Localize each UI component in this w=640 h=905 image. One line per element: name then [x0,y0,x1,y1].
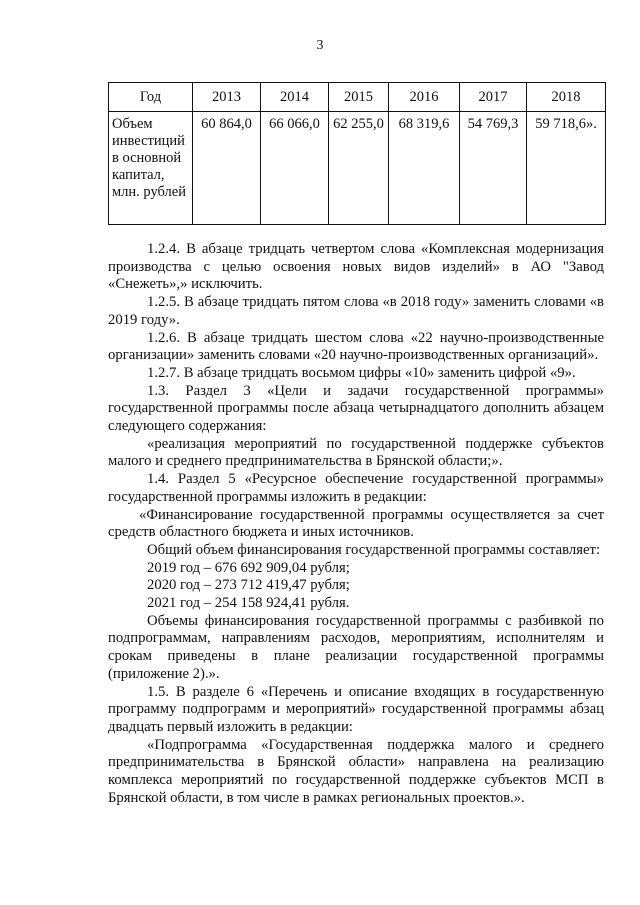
paragraph-1-2-7: 1.2.7. В абзаце тридцать восьмом цифры «10» заменить цифрой «9». [147,364,576,381]
cell-2015: 62 255,0 [329,112,389,225]
header-2018: 2018 [527,83,606,112]
cell-2014: 66 066,0 [261,112,329,225]
cell-2017: 54 769,3 [460,112,527,225]
header-2013: 2013 [193,83,261,112]
paragraph-quote-1-3: «реализация мероприятий по государственной поддержке субъектов малого и среднего предпринимательства в Брянской области;». [108,435,604,470]
paragraph-1-2-4: 1.2.4. В абзаце тридцать четвертом слова «Комплексная модернизация производства с целью освоения новых видов изделий» в АО "Завод «Снежеть»,» исключить. [108,241,604,293]
cell-2013: 60 864,0 [193,112,261,225]
paragraph-volumes-breakdown: Объемы финансирования государственной программы с разбивкой по подпрограммам, направлениям расходов, мероприятиям, исполнителям и срокам приведены в плане реализации государственной программы (приложение 2).». [108,612,604,682]
paragraph-1-2-5: 1.2.5. В абзаце тридцать пятом слова «в 2018 году» заменить словами «в 2019 году». [108,294,604,328]
paragraph-1-3: 1.3. Раздел 3 «Цели и задачи государственной программы» государственной программы после абзаца четырнадцатого дополнить абзацем следующего содержания: [108,382,604,435]
table-row [109,112,606,225]
paragraph-1-4: 1.4. Раздел 5 «Ресурсное обеспечение государственной программы» государственной программы изложить в редакции: [108,471,604,505]
amount-2021: 2021 год – 254 158 924,41 рубля. [147,595,350,612]
page-number: 3 [316,38,324,53]
header-year-label: Год [109,83,193,112]
header-2016: 2016 [389,83,460,112]
paragraph-financing-sources: «Финансирование государственной программы осуществляется за счет средств областного бюджета и иных источников. [108,506,604,541]
row-label: Объем инвестиций в основной капитал, млн. рублей [109,112,193,225]
investment-table [108,82,606,225]
paragraph-1-5: 1.5. В разделе 6 «Перечень и описание входящих в государственную программу подпрограмм и мероприятий» государственной программы абзац двадцать первый изложить в редакции: [108,683,604,735]
amount-2019: 2019 год – 676 692 909,04 рубля; [147,559,350,576]
paragraph-subprogram-quote: «Подпрограмма «Государственная поддержка малого и среднего предпринимательства в Брянской области» направлена на реализацию комплекса мероприятий по государственной поддержке субъектов МСП в Брянской области, в том числе в рамках региональных проектов.». [108,736,604,806]
header-2017: 2017 [460,83,527,112]
cell-2018: 59 718,6». [527,112,606,225]
table-header-row [109,83,606,112]
header-2014: 2014 [261,83,329,112]
header-2015: 2015 [329,83,389,112]
paragraph-1-2-6: 1.2.6. В абзаце тридцать шестом слова «22 научно-производственные организации» заменить словами «20 научно-производственных организаций». [108,329,604,364]
amount-2020: 2020 год – 273 712 419,47 рубля; [147,577,350,594]
paragraph-total-volume: Общий объем финансирования государственной программы составляет: [147,541,601,558]
cell-2016: 68 319,6 [389,112,460,225]
document-body [108,241,604,808]
